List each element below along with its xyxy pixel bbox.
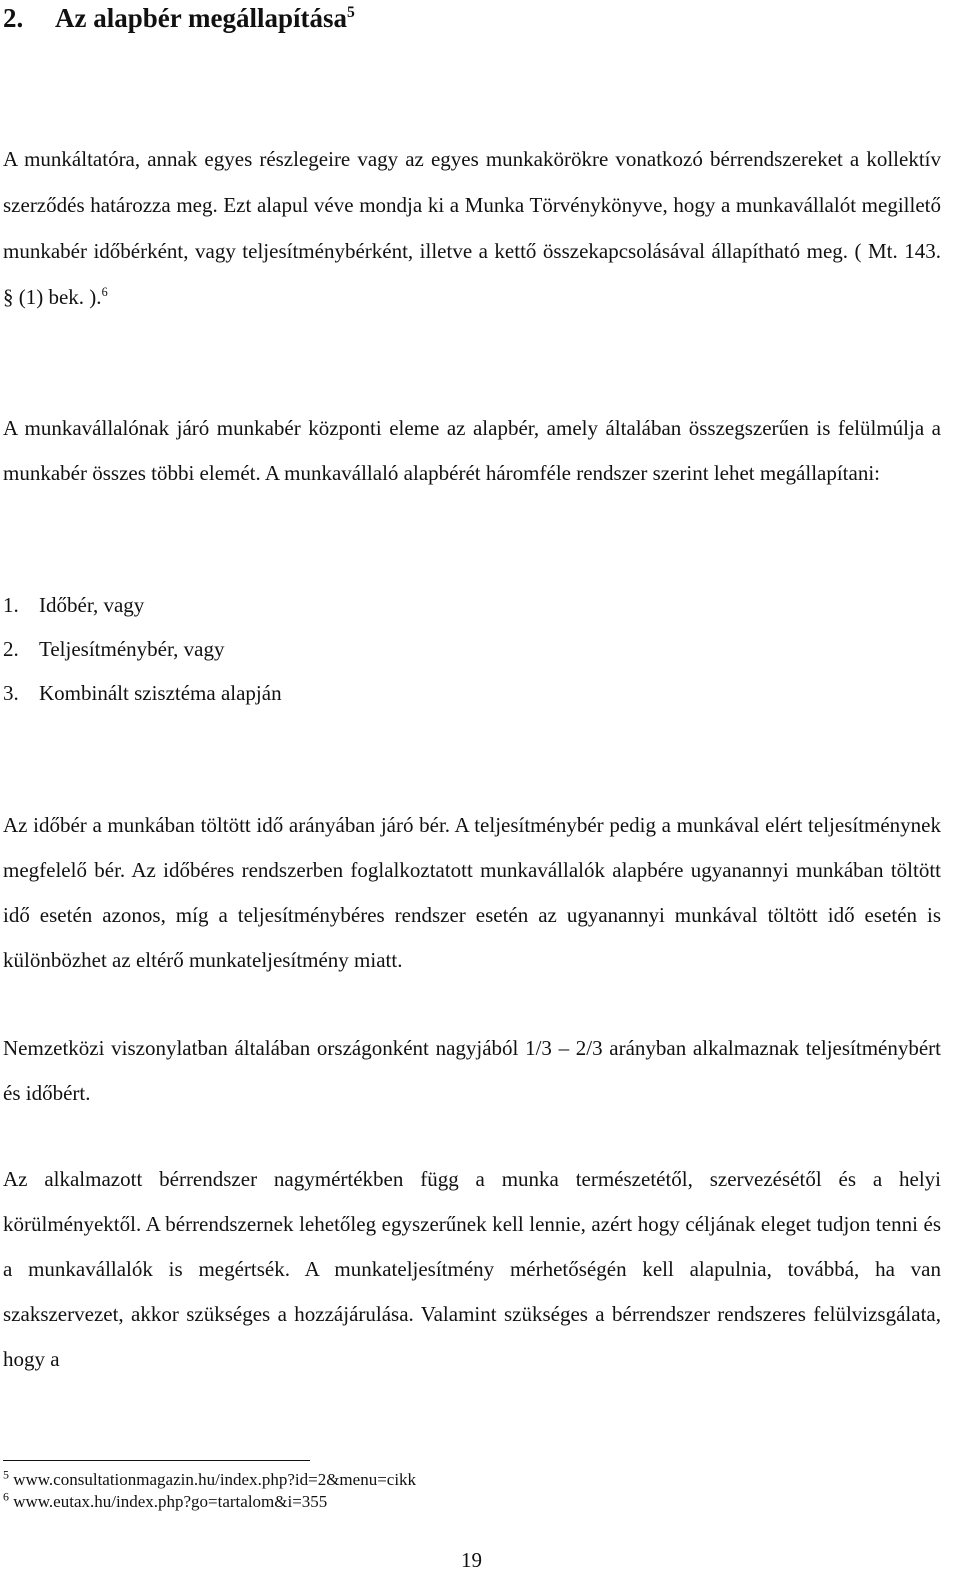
wage-systems-list [3,583,282,715]
list-item: 2. Teljesítménybér, vagy [3,637,225,661]
paragraph-wage-system: Az alkalmazott bérrendszer nagymértékben függ a munka természetétől, szervezésétől és a helyi körülményektől. A bérrendszernek lehetőleg egyszerűnek kell lennie, azért hogy céljának eleget tudjon tenni és a munkavállalók is megértsék. A munkateljesítmény mérhetőségén kell alapulnia, továbbá, ha van szakszervezet, akkor szükséges a hozzájárulása. Valamint szükséges a bérrendszer rendszeres felülvizsgálata, hogy a [3,1167,941,1371]
page-number: 19 [461,1548,482,1572]
paragraph-text: A munkáltatóra, annak egyes részlegeire vagy az egyes munkakörökre vonatkozó bérrendszereket a kollektív szerződés határozza meg. Ezt alapul véve mondja ki a Munka Törvénykönyve, hogy a munkavállalót megillető munkabér időbérként, vagy teljesítménybérként, illetve a kettő összekapcsolásával állapítható meg. ( Mt. 143. § (1) bek. ). [3,147,941,309]
footnote-url: www.consultationmagazin.hu/index.php?id=2&menu=cikk [13,1470,417,1489]
paragraph-collective-agreement [3,136,941,320]
footnote-ref-6: 6 [101,285,108,299]
section-heading [3,0,355,36]
list-item: 1. Időbér, vagy [3,593,145,617]
section-number: 2. [3,3,24,33]
footnote-ref-5: 5 [347,4,355,21]
footnote-separator [3,1460,310,1461]
paragraph-base-wage: A munkavállalónak járó munkabér központi eleme az alapbér, amely általában összegszerűen is felülmúlja a munkabér összes többi elemét. A munkavállaló alapbérét háromféle rendszer szerint lehet megállapítani: [3,416,941,485]
section-title: Az alapbér megállapítása [55,3,347,33]
footnote-5: $^5$ www.consultationmagazin.hu/index.php?id=2&menu=cikk [3,1467,417,1489]
footnote-url: www.eutax.hu/index.php?go=tartalom&i=355 [13,1492,328,1511]
paragraph-time-wage: Az időbér a munkában töltött idő arányában járó bér. A teljesítménybér pedig a munkával elért teljesítménynek megfelelő bér. Az időbéres rendszerben foglalkoztatott munkavállalók alapbére ugyanannyi munkában töltött idő esetén azonos, míg a teljesítménybéres rendszer esetén az ugyanannyi munkával töltött idő esetén is különbözhet az eltérő munkateljesítmény miatt. [3,813,941,972]
footnote-6: $^6$ www.eutax.hu/index.php?go=tartalom&i=355 [3,1489,328,1511]
paragraph-international: Nemzetközi viszonylatban általában országonként nagyjából 1/3 – 2/3 arányban alkalmaznak teljesítménybért és időbért. [3,1036,941,1105]
list-item: 3. Kombinált szisztéma alapján [3,681,282,705]
